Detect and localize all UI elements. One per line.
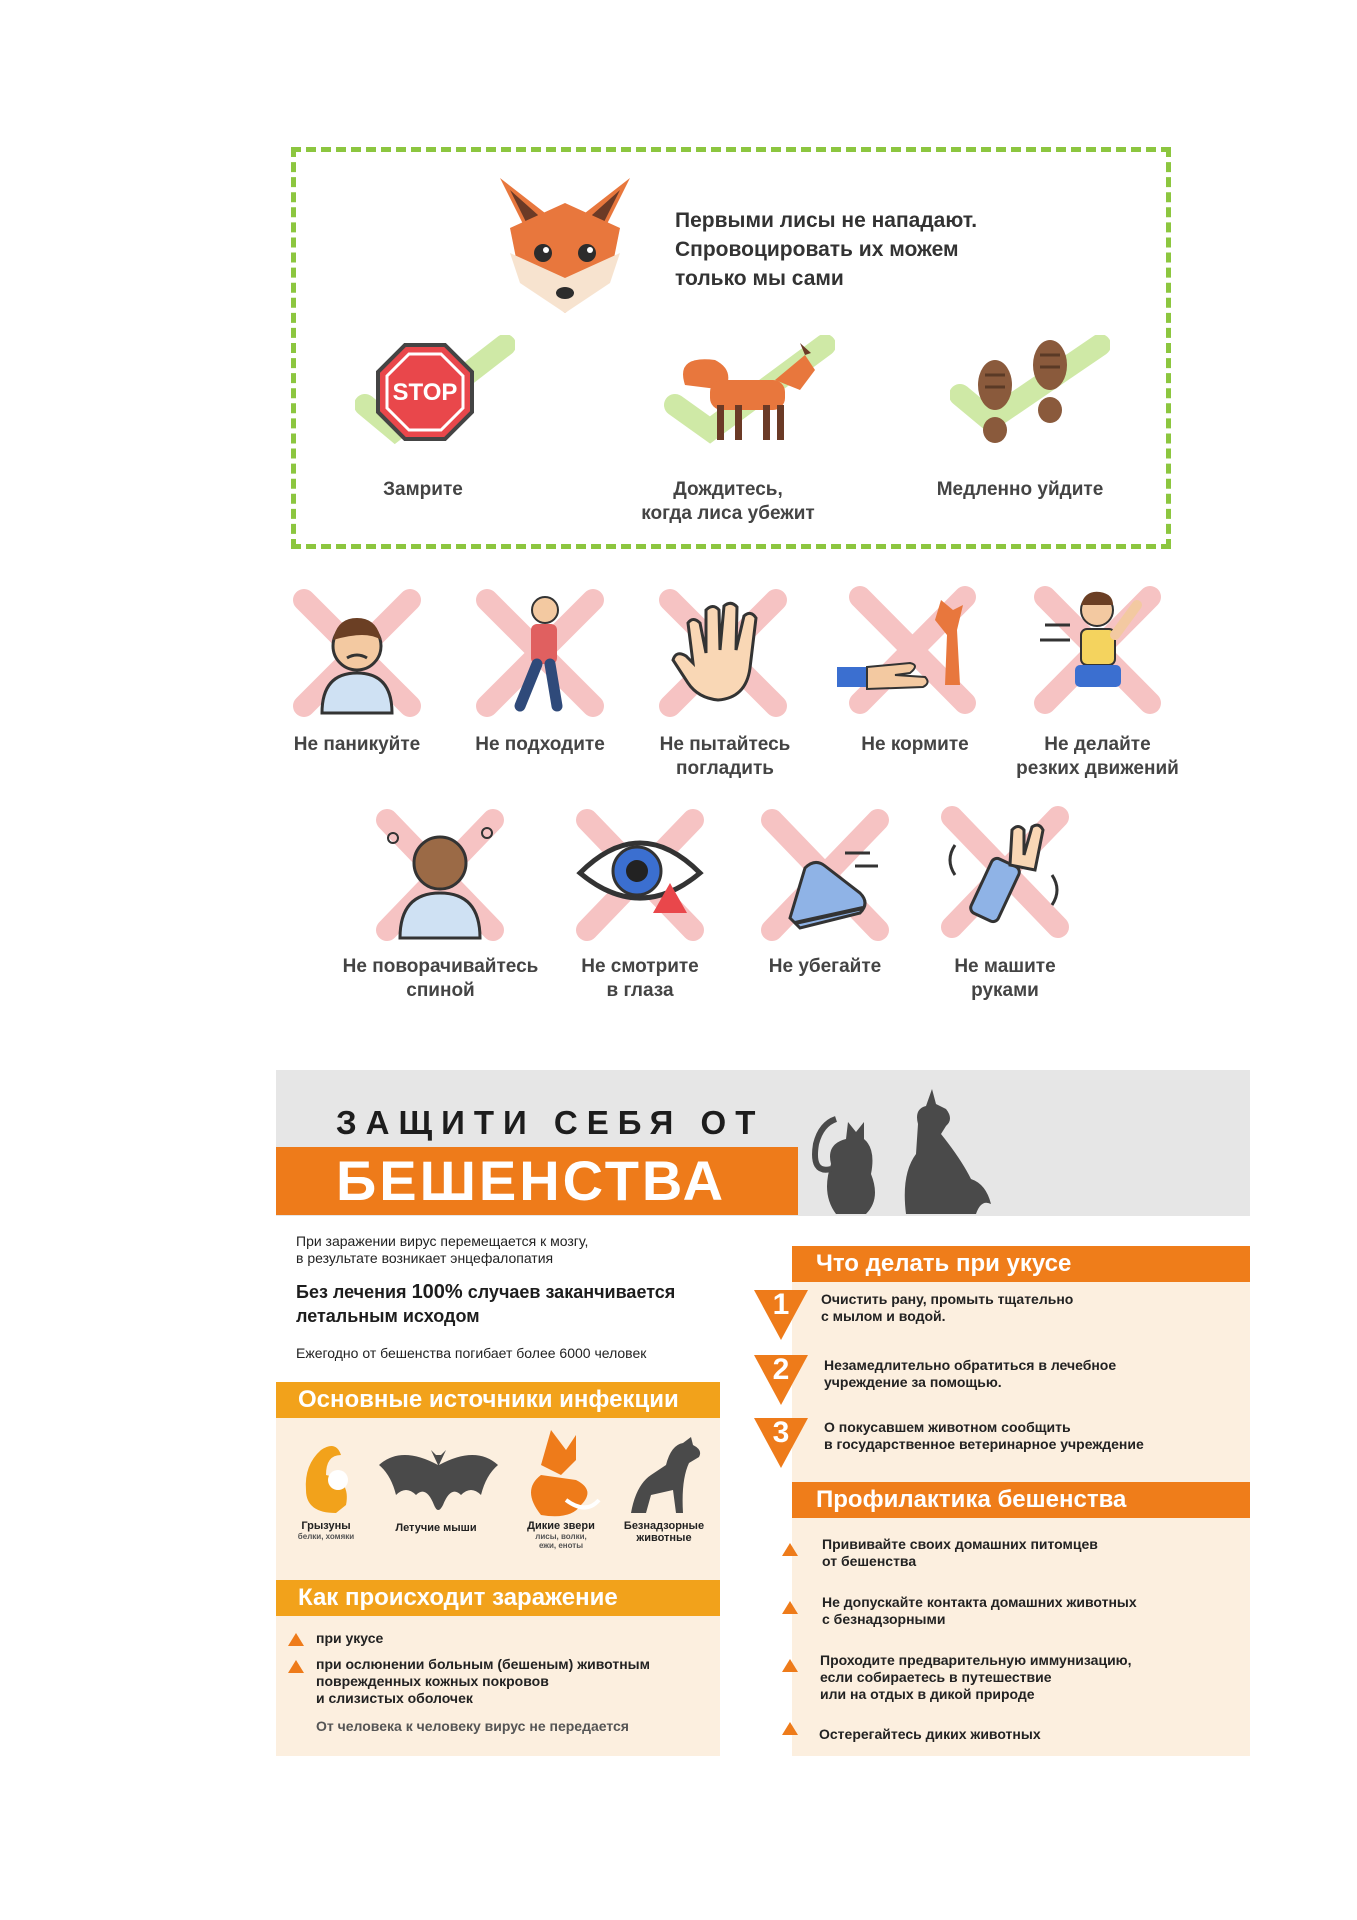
step-1-number: 1 [772, 1288, 790, 1321]
bite-title: Что делать при укусе [792, 1246, 1250, 1282]
cat-and-dog-icon [806, 1084, 1036, 1214]
eye-icon [575, 808, 705, 943]
bite-step-2: Незамедлительно обратиться в лечебное учреждение за помощью. [824, 1357, 1117, 1390]
bullet-triangle-icon [782, 1601, 798, 1614]
squirrel-icon [296, 1435, 356, 1515]
do-label-freeze: Замрите [383, 479, 463, 500]
bullet-triangle-icon [782, 1543, 798, 1556]
dont-label-sudden: Не делайте резких движений [1016, 734, 1179, 779]
bat-icon [376, 1440, 501, 1515]
bite-step-3: О покусавшем животном сообщить в государственное ветеринарное учреждение [824, 1419, 1144, 1452]
dont-label-run: Не убегайте [768, 956, 882, 977]
infection-item-2: при ослюнении больным (бешеным) животным поврежденных кожных покровов и слизистых оболочек [316, 1656, 650, 1706]
source-bats: Летучие мыши [395, 1522, 477, 1534]
do-label-leave: Медленно уйдите [936, 479, 1104, 500]
bite-step-1: Очистить рану, промыть тщательно с мылом и водой. [821, 1291, 1074, 1324]
prevention-item-2: Не допускайте контакта домашних животных с безнадзорными [822, 1594, 1137, 1627]
prevention-title: Профилактика бешенства [792, 1482, 1250, 1518]
do-label-wait: Дождитесь, когда лиса убежит [641, 479, 815, 524]
stop-sign-icon [355, 335, 515, 455]
dont-label-wave: Не машите руками [954, 956, 1056, 1001]
stray-dog-icon [621, 1435, 706, 1515]
hand-icon [658, 588, 788, 718]
prevention-item-1: Прививайте своих домашних питомцев от бешенства [822, 1536, 1098, 1569]
infection-item-1: при укусе [316, 1630, 384, 1646]
step-3-number: 3 [772, 1416, 790, 1449]
waving-hand-icon [940, 805, 1070, 940]
running-shoe-icon [760, 808, 890, 943]
bullet-triangle-icon [782, 1659, 798, 1672]
svg-text:STOP: STOP [392, 379, 458, 406]
dont-label-panic: Не паникуйте [293, 734, 421, 755]
rabies-intro: При заражении вирус перемещается к мозгу, в результате возникает энцефалопатия [296, 1233, 589, 1266]
source-rodents: Грызуны белки, хомяки [297, 1520, 355, 1541]
rabies-yearly: Ежегодно от бешенства погибает более 6000 человек [296, 1345, 647, 1361]
footprints-icon [950, 335, 1110, 455]
source-wild: Дикие звери лисы, волки, ежи, еноты [527, 1520, 595, 1550]
dont-label-feed: Не кормите [861, 734, 969, 755]
bullet-triangle-icon [288, 1633, 304, 1646]
sudden-move-icon [1025, 585, 1170, 720]
fox-intro-text: Первыми лисы не нападают. Спровоцировать их можем только мы сами [675, 209, 978, 290]
step-2-number: 2 [772, 1353, 790, 1386]
rabies-title-line1: ЗАЩИТИ СЕБЯ ОТ [336, 1104, 765, 1141]
bullet-triangle-icon [782, 1722, 798, 1735]
rabies-poster [276, 1070, 1250, 1756]
dont-label-pet: Не пытайтесь погладить [659, 734, 791, 779]
dont-label-approach: Не подходите [475, 734, 605, 755]
infection-title: Как происходит заражение [276, 1580, 720, 1616]
sources-title: Основные источники инфекции [276, 1382, 720, 1418]
prevention-item-3: Проходите предварительную иммунизацию, если собираетесь в путешествие или на отдых в дикой природе [820, 1652, 1132, 1702]
feeding-hand-icon [835, 585, 985, 720]
infection-note: От человека к человеку вирус не передается [316, 1718, 629, 1734]
rabies-title-line2: БЕШЕНСТВА [336, 1149, 727, 1212]
prevention-item-4: Остерегайтесь диких животных [819, 1726, 1041, 1742]
dont-label-back: Не поворачивайтесь спиной [342, 956, 539, 1001]
fox-icon [521, 1430, 601, 1520]
fox-head-icon [490, 168, 640, 318]
walking-boy-icon [475, 588, 605, 718]
rabies-fatal-text: Без лечения 100% случаев заканчивается летальным исходом [296, 1281, 676, 1326]
dont-label-eyes: Не смотрите в глаза [581, 956, 699, 1001]
bullet-triangle-icon [288, 1660, 304, 1673]
source-stray: Безнадзорные животные [623, 1520, 705, 1544]
fox-icon [655, 335, 835, 455]
panicking-man-icon [292, 588, 422, 718]
turned-back-icon [375, 808, 505, 943]
